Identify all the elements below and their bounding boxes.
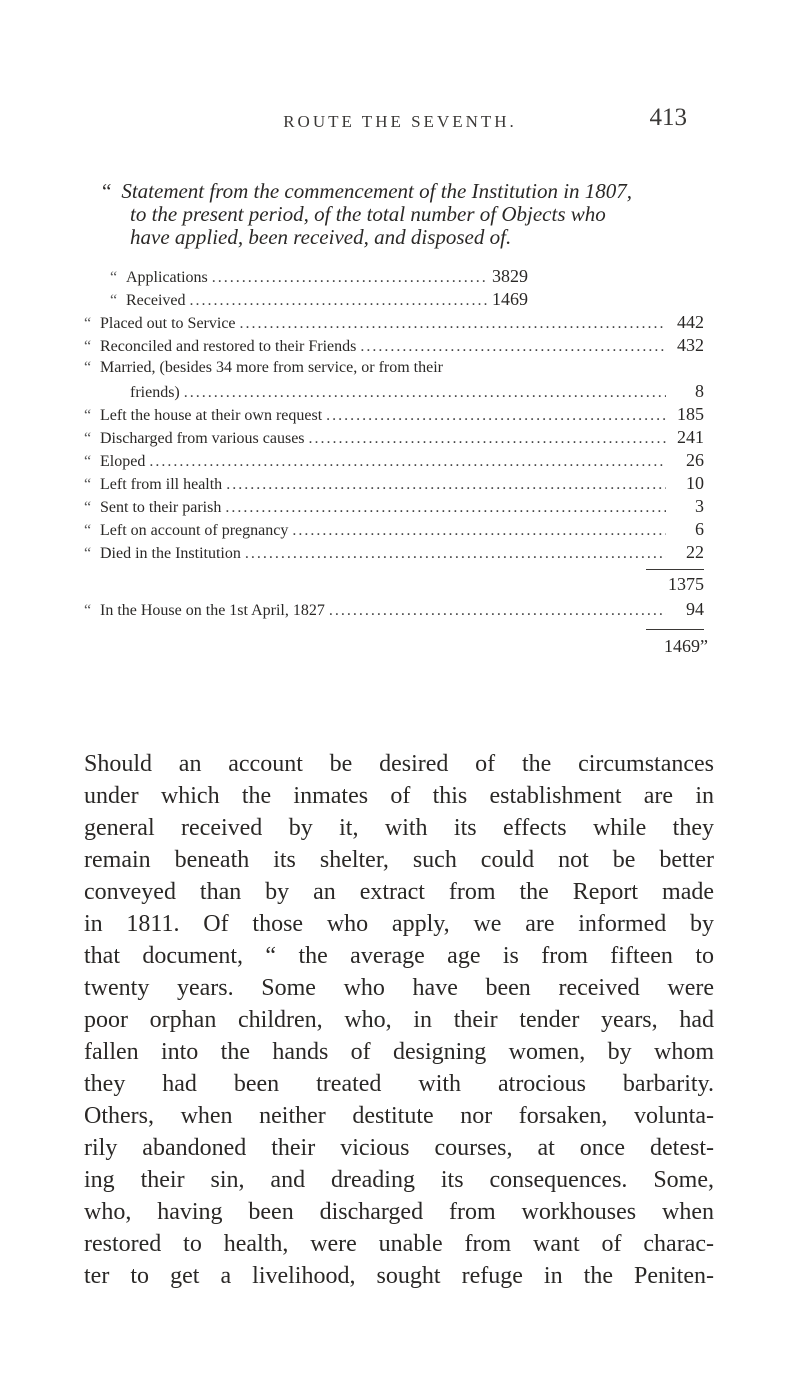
table-row: “ Discharged from various causes ..... 241 <box>84 426 704 448</box>
table-row: “ Eloped ..... 26 <box>84 449 704 471</box>
row-value: 8 <box>695 381 704 401</box>
row-value: 94 <box>686 599 704 619</box>
body-paragraph <box>84 748 714 1292</box>
text-line: under which the inmates of this establishment are in <box>84 783 714 809</box>
text-line: they had been treated with atrocious barbarity. <box>84 1071 714 1097</box>
row-label: friends) <box>130 384 180 401</box>
text-line: restored to health, were unable from want of charac- <box>84 1231 714 1257</box>
caption-line-3: have applied, been received, and disposed of. <box>130 225 512 249</box>
text-line: conveyed than by an extract from the Report made <box>84 879 714 905</box>
text-line: Others, when neither destitute nor forsaken, volunta- <box>84 1103 714 1129</box>
sum-rule <box>646 569 704 570</box>
table-row-in-house: “ In the House on the 1st April, 1827 ..... 94 <box>84 598 704 620</box>
table-row-continued <box>130 380 704 402</box>
table-row: “ Left the house at their own request ..... 185 <box>84 403 704 425</box>
text-line: that document, “ the average age is from fifteen to <box>84 943 714 969</box>
row-value: 185 <box>677 404 704 424</box>
row-label: In the House on the 1st April, 1827 <box>100 602 325 619</box>
row-label: Left from ill health <box>100 476 223 493</box>
text-line: remain beneath its shelter, such could not be better <box>84 847 714 873</box>
row-label: Discharged from various causes <box>100 430 305 447</box>
row-label: Died in the Institution <box>100 545 241 562</box>
table-row: “ Placed out to Service ..... 442 <box>84 311 704 333</box>
row-value: 26 <box>686 450 704 470</box>
row-label: Sent to their parish <box>100 499 222 516</box>
row-label: Left the house at their own request <box>100 407 323 424</box>
row-value: 241 <box>677 427 704 447</box>
total-rule <box>646 629 704 630</box>
text-line: rily abandoned their vicious courses, at once detest- <box>84 1135 714 1161</box>
text-line: twenty years. Some who have been received were <box>84 975 714 1001</box>
row-label: Reconciled and restored to their Friends <box>100 338 357 355</box>
row-value: 432 <box>677 335 704 355</box>
subtotal-value: 1375 <box>668 574 704 594</box>
table-row: “ Married, (besides 34 more from service, or from their <box>84 357 704 379</box>
row-value: 1469 <box>492 289 528 309</box>
text-line: poor orphan children, who, in their tender years, had <box>84 1007 714 1033</box>
table-row: “ Sent to their parish ..... 3 <box>84 495 704 517</box>
row-label: Applications <box>126 269 208 286</box>
grand-total-value: 1469” <box>664 636 708 656</box>
text-line: ing their sin, and dreading its consequences. Some, <box>84 1167 714 1193</box>
caption-line-1: “ Statement from the commencement of the Institution in 1807, <box>102 179 633 203</box>
row-value: 3 <box>695 496 704 516</box>
table-row-received: “ Received ..... 1469 <box>110 288 528 310</box>
text-line: Should an account be desired of the circumstances <box>84 751 714 777</box>
row-label: Eloped <box>100 453 146 470</box>
table-row: “ Died in the Institution ..... 22 <box>84 541 704 563</box>
row-value: 6 <box>695 519 704 539</box>
text-line: in 1811. Of those who apply, we are informed by <box>84 911 714 937</box>
row-label: Placed out to Service <box>100 315 236 332</box>
caption-line-2: to the present period, of the total number of Objects who <box>130 202 606 226</box>
table-row: “ Left on account of pregnancy ..... 6 <box>84 518 704 540</box>
text-line: ter to get a livelihood, sought refuge in the Peniten- <box>84 1263 714 1289</box>
row-label: Left on account of pregnancy <box>100 522 289 539</box>
row-value: 442 <box>677 312 704 332</box>
row-label: Received <box>126 292 186 309</box>
row-value: 3829 <box>492 266 528 286</box>
table-row: “ Reconciled and restored to their Friends ..... 432 <box>84 334 704 356</box>
row-label: Married, (besides 34 more from service, or from their <box>100 359 443 376</box>
table-row-applications: “ Applications ..... 3829 <box>110 265 528 287</box>
caption-open-quote: “ <box>102 179 112 203</box>
page-number: 413 <box>649 104 687 131</box>
text-line: who, having been discharged from workhouses when <box>84 1199 714 1225</box>
text-line: general received by it, with its effects while they <box>84 815 714 841</box>
text-line: fallen into the hands of designing women, by whom <box>84 1039 714 1065</box>
row-value: 10 <box>686 473 704 493</box>
running-title: ROUTE THE SEVENTH. <box>283 112 517 131</box>
table-row: “ Left from ill health ..... 10 <box>84 472 704 494</box>
row-value: 22 <box>686 542 704 562</box>
